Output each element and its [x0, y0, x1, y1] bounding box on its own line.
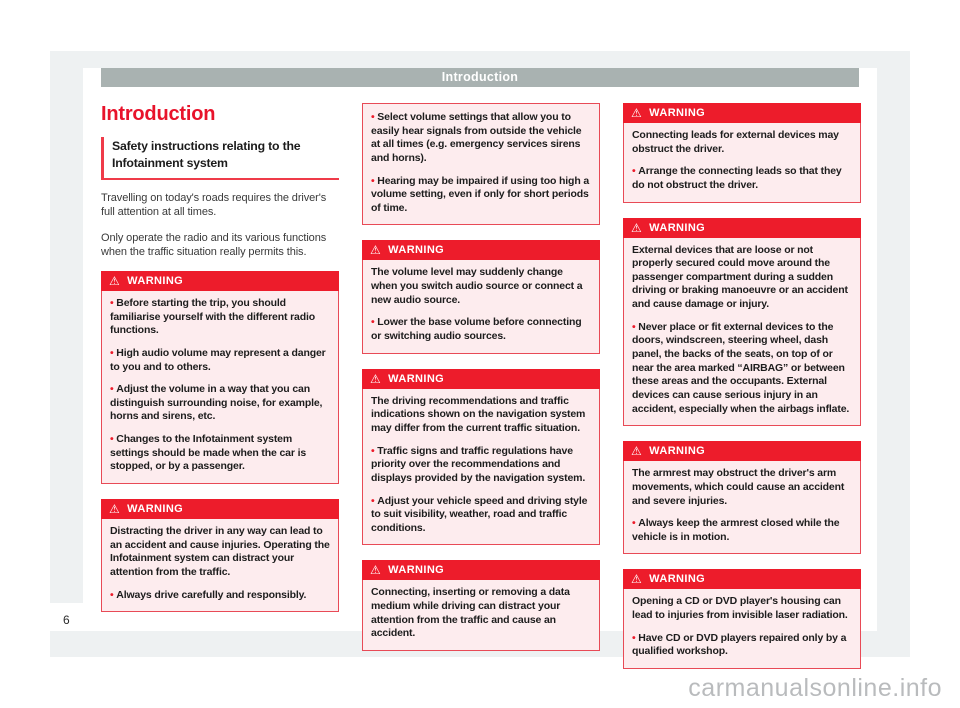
- warning-body: [363, 259, 599, 352]
- warning-label: WARNING: [649, 573, 706, 586]
- warning-box-navigation: [362, 369, 600, 546]
- warning-triangle-icon: ⚠: [109, 502, 121, 517]
- warning-lead: Connecting, inserting or removing a data medium while driving can distract your attention from the traffic and cause an accident.: [371, 586, 570, 640]
- warning-bullet: • Always drive carefully and responsibly.: [110, 589, 330, 603]
- warning-bullet: • Lower the base volume before connecting or switching audio sources.: [371, 316, 591, 343]
- warning-bullet: • Always keep the armrest closed while the vehicle is in motion.: [632, 517, 852, 544]
- warning-lead: The driving recommendations and traffic indications shown on the navigation system may differ from the current traffic situation.: [371, 394, 586, 434]
- warning-bullet: • Changes to the Infotainment system settings should be made when the car is stopped, or by a passenger.: [110, 433, 330, 474]
- warning-label: WARNING: [127, 275, 184, 287]
- warning-triangle-icon: ⚠: [370, 243, 382, 258]
- warning-header: [101, 499, 339, 519]
- warning-box-volume-change: [362, 240, 600, 353]
- warning-header: [362, 240, 600, 260]
- warning-box-volume-signals-continuation: [362, 103, 600, 225]
- warning-header: [623, 103, 861, 123]
- warning-body: [363, 104, 599, 224]
- warning-bullet: • Traffic signs and traffic regulations have priority over the recommendations and displays provided by the navigation system.: [371, 445, 591, 486]
- warning-box-data-medium: [362, 560, 600, 651]
- warning-body: [624, 237, 860, 426]
- warning-triangle-icon: ⚠: [631, 572, 643, 587]
- warning-label: WARNING: [388, 564, 445, 577]
- section-title: Safety instructions relating to the Infotainment system: [101, 137, 339, 180]
- warning-bullet: • Select volume settings that allow you to easily hear signals from outside the vehicle at all times (e.g. emergency services sirens and horns).: [371, 111, 591, 166]
- warning-header: [623, 441, 861, 461]
- warning-bullet: • Arrange the connecting leads so that they do not obstruct the driver.: [632, 165, 852, 192]
- warning-lead: Connecting leads for external devices may obstruct the driver.: [632, 129, 839, 155]
- warning-label: WARNING: [127, 503, 184, 516]
- manual-scan-sheet: [50, 51, 910, 657]
- page-header-title: Introduction: [441, 70, 519, 84]
- warning-triangle-icon: ⚠: [631, 444, 643, 459]
- warning-label: WARNING: [649, 221, 706, 234]
- warning-body: [102, 290, 338, 483]
- warning-bullet: • Have CD or DVD players repaired only by a qualified workshop.: [632, 632, 852, 659]
- page-number: 6: [63, 613, 70, 627]
- warning-triangle-icon: ⚠: [631, 220, 643, 235]
- column-3: [623, 100, 861, 684]
- warning-box-radio-functions: [101, 271, 339, 484]
- column-1: [101, 100, 339, 684]
- warning-header: [623, 218, 861, 238]
- warning-triangle-icon: ⚠: [370, 371, 382, 386]
- warning-box-connecting-leads: [623, 103, 861, 203]
- warning-box-armrest: [623, 441, 861, 554]
- warning-bullet: • Adjust the volume in a way that you can distinguish surrounding noise, for example, horns and sirens, etc.: [110, 383, 330, 424]
- intro-paragraph-2: Only operate the radio and its various functions when the traffic situation really permits this.: [101, 231, 327, 259]
- warning-body: [363, 388, 599, 545]
- warning-triangle-icon: ⚠: [631, 106, 643, 120]
- page-header-bar: [101, 68, 859, 87]
- warning-lead: The armrest may obstruct the driver's arm movements, which could cause an accident and severe injuries.: [632, 467, 845, 507]
- warning-bullet: • Adjust your vehicle speed and driving style to suit visibility, weather, road and traffic conditions.: [371, 495, 591, 536]
- warning-label: WARNING: [388, 372, 445, 385]
- warning-label: WARNING: [649, 107, 706, 119]
- chapter-title: Introduction: [101, 103, 216, 125]
- warning-lead: External devices that are loose or not properly secured could move around the passenger compartment during a sudden driving or braking manoeuvre or an accident and cause damage or injury.: [632, 243, 848, 311]
- warning-body: [624, 460, 860, 553]
- warning-triangle-icon: ⚠: [109, 274, 121, 288]
- warning-bullet: • Before starting the trip, you should familiarise yourself with the different radio functions.: [110, 297, 330, 338]
- warning-body: [624, 588, 860, 668]
- warning-header: [101, 271, 339, 291]
- column-2: [362, 100, 600, 684]
- page-columns: [83, 87, 877, 684]
- warning-box-external-devices: [623, 218, 861, 427]
- warning-label: WARNING: [649, 445, 706, 458]
- warning-header: [623, 569, 861, 589]
- warning-body: [363, 579, 599, 650]
- warning-body: [624, 122, 860, 202]
- warning-bullet: • High audio volume may represent a danger to you and to others.: [110, 347, 330, 374]
- watermark-text: carmanualsonline.info: [688, 674, 942, 702]
- warning-box-distraction: [101, 499, 339, 612]
- warning-bullet: • Never place or fit external devices to the doors, windscreen, steering wheel, dash panel, the backs of the seats, on top of or near the area marked “AIRBAG” or between these areas and the occupants. External devices can cause serious injury in an accident, especially when the airbags inflate.: [632, 321, 852, 416]
- warning-lead: Opening a CD or DVD player's housing can lead to injuries from invisible laser radiation.: [632, 595, 848, 622]
- warning-triangle-icon: ⚠: [370, 563, 382, 578]
- warning-header: [362, 560, 600, 580]
- warning-header: [362, 369, 600, 389]
- warning-box-cd-dvd: [623, 569, 861, 669]
- intro-paragraph-1: Travelling on today's roads requires the driver's full attention at all times.: [101, 191, 327, 219]
- warning-lead: Distracting the driver in any way can lead to an accident and cause injuries. Operating the Infotainment system can distract your attention from the traffic.: [110, 525, 330, 578]
- warning-body: [102, 518, 338, 611]
- warning-label: WARNING: [388, 244, 445, 257]
- warning-lead: The volume level may suddenly change when you switch audio source or connect a new audio source.: [371, 266, 583, 306]
- manual-page: [83, 68, 877, 658]
- warning-bullet: • Hearing may be impaired if using too high a volume setting, even if only for short periods of time.: [371, 175, 591, 216]
